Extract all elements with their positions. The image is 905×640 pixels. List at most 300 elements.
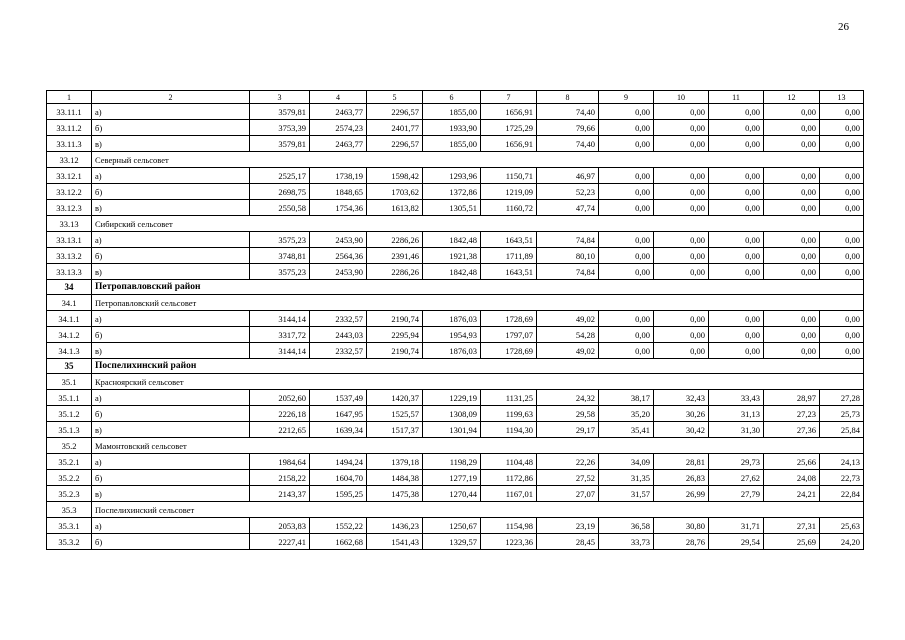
value-cell: 3575,23 (250, 232, 310, 248)
value-cell: 2525,17 (250, 168, 310, 184)
row-variant: б) (92, 534, 250, 550)
value-cell: 24,21 (764, 486, 820, 502)
table-row (47, 200, 864, 216)
value-cell: 2295,94 (367, 327, 423, 343)
value-cell: 2296,57 (367, 104, 423, 120)
value-cell: 1647,95 (310, 406, 367, 422)
row-variant: б) (92, 406, 250, 422)
value-cell: 1293,96 (423, 168, 481, 184)
value-cell: 1711,89 (481, 248, 537, 264)
value-cell: 47,74 (537, 200, 599, 216)
value-cell: 31,13 (709, 406, 764, 422)
value-cell: 1842,48 (423, 264, 481, 280)
value-cell: 0,00 (820, 232, 864, 248)
council-name: Сибирский сельсовет (92, 216, 864, 232)
district-code: 34 (47, 280, 92, 295)
value-cell: 1848,65 (310, 184, 367, 200)
value-cell: 1525,57 (367, 406, 423, 422)
page-number: 26 (838, 21, 849, 33)
value-cell: 2401,77 (367, 120, 423, 136)
value-cell: 1308,09 (423, 406, 481, 422)
column-header: 1 (47, 91, 92, 104)
value-cell: 1301,94 (423, 422, 481, 438)
value-cell: 0,00 (654, 343, 709, 359)
council-row (47, 216, 864, 232)
value-cell: 1656,91 (481, 136, 537, 152)
value-cell: 0,00 (764, 311, 820, 327)
value-cell: 0,00 (654, 184, 709, 200)
value-cell: 0,00 (599, 264, 654, 280)
table-row (47, 311, 864, 327)
row-variant: б) (92, 184, 250, 200)
column-header: 6 (423, 91, 481, 104)
value-cell: 27,31 (764, 518, 820, 534)
value-cell: 1160,72 (481, 200, 537, 216)
council-row (47, 374, 864, 390)
column-header: 9 (599, 91, 654, 104)
council-code: 34.1 (47, 295, 92, 311)
value-cell: 1933,90 (423, 120, 481, 136)
council-code: 35.1 (47, 374, 92, 390)
table-row (47, 343, 864, 359)
value-cell: 74,40 (537, 104, 599, 120)
value-cell: 1754,36 (310, 200, 367, 216)
table-body (47, 91, 864, 550)
value-cell: 27,23 (764, 406, 820, 422)
value-cell: 1154,98 (481, 518, 537, 534)
value-cell: 1598,42 (367, 168, 423, 184)
council-code: 35.2 (47, 438, 92, 454)
value-cell: 1420,37 (367, 390, 423, 406)
value-cell: 0,00 (599, 232, 654, 248)
value-cell: 1797,07 (481, 327, 537, 343)
value-cell: 0,00 (764, 327, 820, 343)
value-cell: 1198,29 (423, 454, 481, 470)
table-row (47, 454, 864, 470)
value-cell: 28,76 (654, 534, 709, 550)
value-cell: 1172,86 (481, 470, 537, 486)
value-cell: 1270,44 (423, 486, 481, 502)
value-cell: 0,00 (654, 232, 709, 248)
value-cell: 1604,70 (310, 470, 367, 486)
value-cell: 2391,46 (367, 248, 423, 264)
row-variant: а) (92, 518, 250, 534)
value-cell: 38,17 (599, 390, 654, 406)
value-cell: 0,00 (820, 184, 864, 200)
value-cell: 1876,03 (423, 343, 481, 359)
value-cell: 74,84 (537, 232, 599, 248)
value-cell: 1921,38 (423, 248, 481, 264)
value-cell: 0,00 (654, 248, 709, 264)
row-code: 35.1.3 (47, 422, 92, 438)
value-cell: 1643,51 (481, 232, 537, 248)
value-cell: 0,00 (820, 120, 864, 136)
value-cell: 3753,39 (250, 120, 310, 136)
table-row (47, 104, 864, 120)
value-cell: 2052,60 (250, 390, 310, 406)
value-cell: 3579,81 (250, 136, 310, 152)
value-cell: 26,83 (654, 470, 709, 486)
value-cell: 31,71 (709, 518, 764, 534)
value-cell: 2053,83 (250, 518, 310, 534)
value-cell: 0,00 (599, 311, 654, 327)
column-header: 11 (709, 91, 764, 104)
value-cell: 1595,25 (310, 486, 367, 502)
value-cell: 1305,51 (423, 200, 481, 216)
value-cell: 25,66 (764, 454, 820, 470)
value-cell: 1703,62 (367, 184, 423, 200)
row-code: 33.12.3 (47, 200, 92, 216)
value-cell: 3575,23 (250, 264, 310, 280)
value-cell: 0,00 (599, 184, 654, 200)
value-cell: 1229,19 (423, 390, 481, 406)
value-cell: 0,00 (764, 343, 820, 359)
value-cell: 1223,36 (481, 534, 537, 550)
value-cell: 26,99 (654, 486, 709, 502)
value-cell: 0,00 (654, 200, 709, 216)
row-code: 35.2.2 (47, 470, 92, 486)
row-code: 34.1.3 (47, 343, 92, 359)
value-cell: 2463,77 (310, 136, 367, 152)
tariff-table (46, 90, 864, 550)
value-cell: 1277,19 (423, 470, 481, 486)
table-row (47, 406, 864, 422)
value-cell: 0,00 (764, 104, 820, 120)
value-cell: 0,00 (820, 327, 864, 343)
value-cell: 2550,58 (250, 200, 310, 216)
value-cell: 24,08 (764, 470, 820, 486)
row-code: 35.1.2 (47, 406, 92, 422)
council-name: Красноярский сельсовет (92, 374, 864, 390)
value-cell: 0,00 (599, 168, 654, 184)
value-cell: 0,00 (820, 311, 864, 327)
value-cell: 0,00 (599, 343, 654, 359)
value-cell: 0,00 (654, 311, 709, 327)
row-variant: в) (92, 486, 250, 502)
value-cell: 31,35 (599, 470, 654, 486)
column-header: 8 (537, 91, 599, 104)
table-row (47, 422, 864, 438)
value-cell: 30,80 (654, 518, 709, 534)
table-row (47, 486, 864, 502)
value-cell: 0,00 (599, 104, 654, 120)
value-cell: 27,62 (709, 470, 764, 486)
value-cell: 0,00 (764, 232, 820, 248)
value-cell: 0,00 (709, 232, 764, 248)
value-cell: 24,20 (820, 534, 864, 550)
value-cell: 0,00 (654, 327, 709, 343)
row-variant: а) (92, 168, 250, 184)
row-variant: а) (92, 104, 250, 120)
value-cell: 1639,34 (310, 422, 367, 438)
value-cell: 2698,75 (250, 184, 310, 200)
value-cell: 46,97 (537, 168, 599, 184)
value-cell: 0,00 (820, 343, 864, 359)
value-cell: 54,28 (537, 327, 599, 343)
value-cell: 1876,03 (423, 311, 481, 327)
row-variant: б) (92, 327, 250, 343)
value-cell: 1250,67 (423, 518, 481, 534)
value-cell: 27,28 (820, 390, 864, 406)
table-row (47, 232, 864, 248)
row-code: 33.12.2 (47, 184, 92, 200)
value-cell: 2463,77 (310, 104, 367, 120)
row-variant: б) (92, 120, 250, 136)
value-cell: 0,00 (764, 264, 820, 280)
value-cell: 1494,24 (310, 454, 367, 470)
row-variant: а) (92, 311, 250, 327)
value-cell: 2453,90 (310, 264, 367, 280)
column-header: 5 (367, 91, 423, 104)
value-cell: 0,00 (709, 184, 764, 200)
value-cell: 22,73 (820, 470, 864, 486)
value-cell: 1372,86 (423, 184, 481, 200)
value-cell: 1537,49 (310, 390, 367, 406)
value-cell: 2226,18 (250, 406, 310, 422)
value-cell: 1436,23 (367, 518, 423, 534)
value-cell: 35,20 (599, 406, 654, 422)
value-cell: 1379,18 (367, 454, 423, 470)
row-code: 33.12.1 (47, 168, 92, 184)
value-cell: 1842,48 (423, 232, 481, 248)
value-cell: 0,00 (709, 136, 764, 152)
row-code: 35.1.1 (47, 390, 92, 406)
district-name: Петропавловский район (92, 280, 864, 295)
value-cell: 1984,64 (250, 454, 310, 470)
row-code: 33.11.3 (47, 136, 92, 152)
value-cell: 28,45 (537, 534, 599, 550)
value-cell: 0,00 (764, 200, 820, 216)
value-cell: 1541,43 (367, 534, 423, 550)
table-row (47, 327, 864, 343)
value-cell: 1954,93 (423, 327, 481, 343)
value-cell: 24,32 (537, 390, 599, 406)
table-row (47, 184, 864, 200)
value-cell: 25,73 (820, 406, 864, 422)
value-cell: 1643,51 (481, 264, 537, 280)
value-cell: 0,00 (599, 120, 654, 136)
row-variant: б) (92, 248, 250, 264)
value-cell: 80,10 (537, 248, 599, 264)
council-row (47, 295, 864, 311)
value-cell: 27,07 (537, 486, 599, 502)
value-cell: 1167,01 (481, 486, 537, 502)
table-row (47, 390, 864, 406)
column-header: 12 (764, 91, 820, 104)
value-cell: 1150,71 (481, 168, 537, 184)
value-cell: 31,30 (709, 422, 764, 438)
value-cell: 1855,00 (423, 104, 481, 120)
value-cell: 0,00 (764, 184, 820, 200)
value-cell: 0,00 (654, 104, 709, 120)
row-variant: в) (92, 422, 250, 438)
value-cell: 2227,41 (250, 534, 310, 550)
row-variant: а) (92, 390, 250, 406)
value-cell: 1738,19 (310, 168, 367, 184)
value-cell: 0,00 (599, 327, 654, 343)
value-cell: 27,79 (709, 486, 764, 502)
value-cell: 1552,22 (310, 518, 367, 534)
value-cell: 1613,82 (367, 200, 423, 216)
district-row (47, 359, 864, 374)
row-variant: в) (92, 264, 250, 280)
row-code: 34.1.1 (47, 311, 92, 327)
value-cell: 1656,91 (481, 104, 537, 120)
row-code: 35.3.1 (47, 518, 92, 534)
value-cell: 30,42 (654, 422, 709, 438)
value-cell: 25,84 (820, 422, 864, 438)
value-cell: 0,00 (764, 136, 820, 152)
district-name: Поспелихинский район (92, 359, 864, 374)
council-row (47, 152, 864, 168)
value-cell: 29,73 (709, 454, 764, 470)
table-row (47, 470, 864, 486)
table-row (47, 264, 864, 280)
row-code: 33.13.3 (47, 264, 92, 280)
value-cell: 0,00 (599, 200, 654, 216)
value-cell: 0,00 (709, 264, 764, 280)
row-code: 33.13.1 (47, 232, 92, 248)
value-cell: 52,23 (537, 184, 599, 200)
value-cell: 28,81 (654, 454, 709, 470)
value-cell: 2143,37 (250, 486, 310, 502)
value-cell: 32,43 (654, 390, 709, 406)
district-code: 35 (47, 359, 92, 374)
row-variant: а) (92, 232, 250, 248)
value-cell: 2286,26 (367, 264, 423, 280)
value-cell: 1104,48 (481, 454, 537, 470)
row-code: 33.13.2 (47, 248, 92, 264)
value-cell: 2286,26 (367, 232, 423, 248)
value-cell: 30,26 (654, 406, 709, 422)
value-cell: 2190,74 (367, 311, 423, 327)
council-name: Петропавловский сельсовет (92, 295, 864, 311)
value-cell: 28,97 (764, 390, 820, 406)
value-cell: 0,00 (709, 248, 764, 264)
column-header: 3 (250, 91, 310, 104)
value-cell: 79,66 (537, 120, 599, 136)
value-cell: 31,57 (599, 486, 654, 502)
value-cell: 0,00 (709, 120, 764, 136)
value-cell: 33,73 (599, 534, 654, 550)
row-code: 34.1.2 (47, 327, 92, 343)
value-cell: 2574,23 (310, 120, 367, 136)
value-cell: 0,00 (820, 104, 864, 120)
value-cell: 0,00 (599, 248, 654, 264)
value-cell: 1725,29 (481, 120, 537, 136)
value-cell: 33,43 (709, 390, 764, 406)
table-header-row (47, 91, 864, 104)
value-cell: 0,00 (709, 200, 764, 216)
council-row (47, 438, 864, 454)
district-row (47, 280, 864, 295)
value-cell: 3144,14 (250, 343, 310, 359)
value-cell: 49,02 (537, 343, 599, 359)
value-cell: 27,36 (764, 422, 820, 438)
value-cell: 0,00 (709, 343, 764, 359)
row-code: 35.2.1 (47, 454, 92, 470)
council-code: 35.3 (47, 502, 92, 518)
value-cell: 2212,65 (250, 422, 310, 438)
row-variant: б) (92, 470, 250, 486)
value-cell: 1855,00 (423, 136, 481, 152)
value-cell: 23,19 (537, 518, 599, 534)
column-header: 7 (481, 91, 537, 104)
row-variant: в) (92, 343, 250, 359)
value-cell: 2564,36 (310, 248, 367, 264)
value-cell: 27,52 (537, 470, 599, 486)
value-cell: 0,00 (764, 248, 820, 264)
row-code: 35.2.3 (47, 486, 92, 502)
value-cell: 1199,63 (481, 406, 537, 422)
council-row (47, 502, 864, 518)
value-cell: 22,84 (820, 486, 864, 502)
value-cell: 2190,74 (367, 343, 423, 359)
value-cell: 0,00 (820, 264, 864, 280)
value-cell: 0,00 (654, 168, 709, 184)
council-name: Поспелихинский сельсовет (92, 502, 864, 518)
table-row (47, 136, 864, 152)
value-cell: 2332,57 (310, 343, 367, 359)
table-row (47, 518, 864, 534)
value-cell: 1728,69 (481, 343, 537, 359)
column-header: 2 (92, 91, 250, 104)
value-cell: 0,00 (764, 120, 820, 136)
table-row (47, 168, 864, 184)
value-cell: 0,00 (709, 168, 764, 184)
council-code: 33.13 (47, 216, 92, 232)
value-cell: 29,58 (537, 406, 599, 422)
row-code: 35.3.2 (47, 534, 92, 550)
value-cell: 29,54 (709, 534, 764, 550)
value-cell: 1475,38 (367, 486, 423, 502)
council-name: Северный сельсовет (92, 152, 864, 168)
value-cell: 0,00 (820, 200, 864, 216)
row-variant: а) (92, 454, 250, 470)
value-cell: 1517,37 (367, 422, 423, 438)
value-cell: 3144,14 (250, 311, 310, 327)
table-row (47, 534, 864, 550)
value-cell: 0,00 (599, 136, 654, 152)
value-cell: 1131,25 (481, 390, 537, 406)
value-cell: 0,00 (709, 327, 764, 343)
value-cell: 1329,57 (423, 534, 481, 550)
value-cell: 0,00 (820, 136, 864, 152)
column-header: 13 (820, 91, 864, 104)
value-cell: 3317,72 (250, 327, 310, 343)
value-cell: 74,84 (537, 264, 599, 280)
row-variant: в) (92, 200, 250, 216)
value-cell: 0,00 (654, 120, 709, 136)
value-cell: 3748,81 (250, 248, 310, 264)
value-cell: 74,40 (537, 136, 599, 152)
row-code: 33.11.2 (47, 120, 92, 136)
value-cell: 36,58 (599, 518, 654, 534)
value-cell: 0,00 (709, 104, 764, 120)
value-cell: 0,00 (820, 168, 864, 184)
value-cell: 35,41 (599, 422, 654, 438)
value-cell: 2296,57 (367, 136, 423, 152)
value-cell: 1194,30 (481, 422, 537, 438)
value-cell: 24,13 (820, 454, 864, 470)
table-row (47, 120, 864, 136)
value-cell: 3579,81 (250, 104, 310, 120)
value-cell: 34,09 (599, 454, 654, 470)
value-cell: 49,02 (537, 311, 599, 327)
value-cell: 2158,22 (250, 470, 310, 486)
value-cell: 1219,09 (481, 184, 537, 200)
row-code: 33.11.1 (47, 104, 92, 120)
